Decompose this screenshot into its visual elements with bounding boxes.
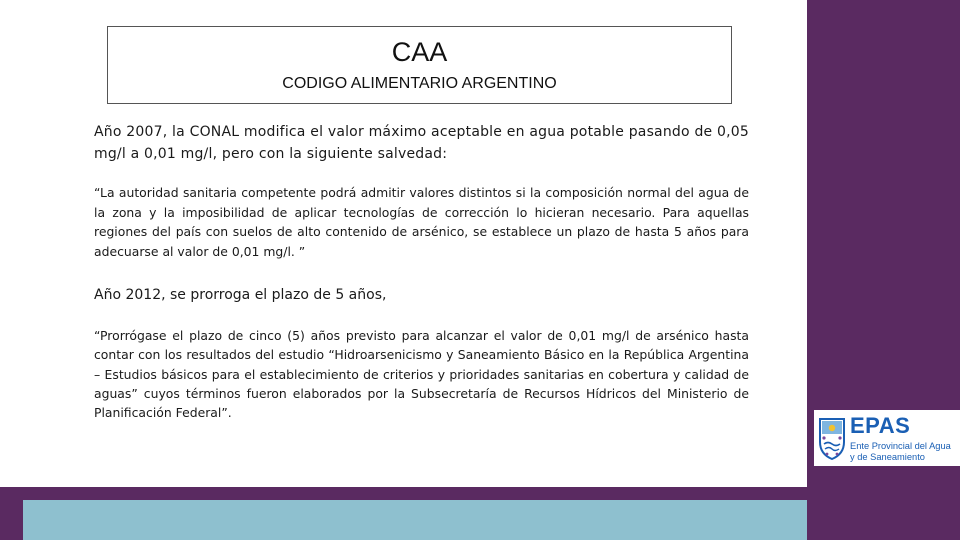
title-box <box>107 26 732 104</box>
page-subtitle: CODIGO ALIMENTARIO ARGENTINO <box>282 75 557 92</box>
quote-extension: “Prorrógase el plazo de cinco (5) años previsto para alcanzar el valor de 0,01 mg/l de arsénico hasta contar con los resultados del estudio “Hidroarsenicismo y Saneamiento Básico en la República Argentina – Estudios básicos para el establecimiento de criterios y prioridades sanitarias en cobertura y calidad de aguas” cuyos términos fueron elaborados por la Subsecretaría de Recursos Hídricos del Ministerio de Planificación Federal”. <box>94 328 749 421</box>
logo-name: EPAS <box>850 413 911 438</box>
provincial-shield-icon <box>818 416 846 464</box>
epas-logo <box>814 410 960 466</box>
quote-authority: “La autoridad sanitaria competente podrá admitir valores distintos si la composición normal del agua de la zona y la imposibilidad de aplicar tecnologías de corrección lo hicieran necesario. Para aquellas regiones del país con suelos de alto contenido de arsénico, se establece un plazo de hasta 5 años para adecuarse al valor de 0,01 mg/l. ” <box>94 185 749 259</box>
paragraph-extension-2012: Año 2012, se prorroga el plazo de 5 años, <box>94 287 387 303</box>
page-title: CAA <box>391 37 448 67</box>
footer-accent-bar <box>23 500 807 540</box>
logo-subtitle-line2: y de Saneamiento <box>850 451 925 462</box>
logo-subtitle <box>850 441 960 462</box>
logo-subtitle-line1: Ente Provincial del Agua <box>850 441 951 451</box>
paragraph-conal-2007: Año 2007, la CONAL modifica el valor máximo aceptable en agua potable pasando de 0,05 mg/l a 0,01 mg/l, pero con la siguiente salvedad: <box>94 124 749 162</box>
